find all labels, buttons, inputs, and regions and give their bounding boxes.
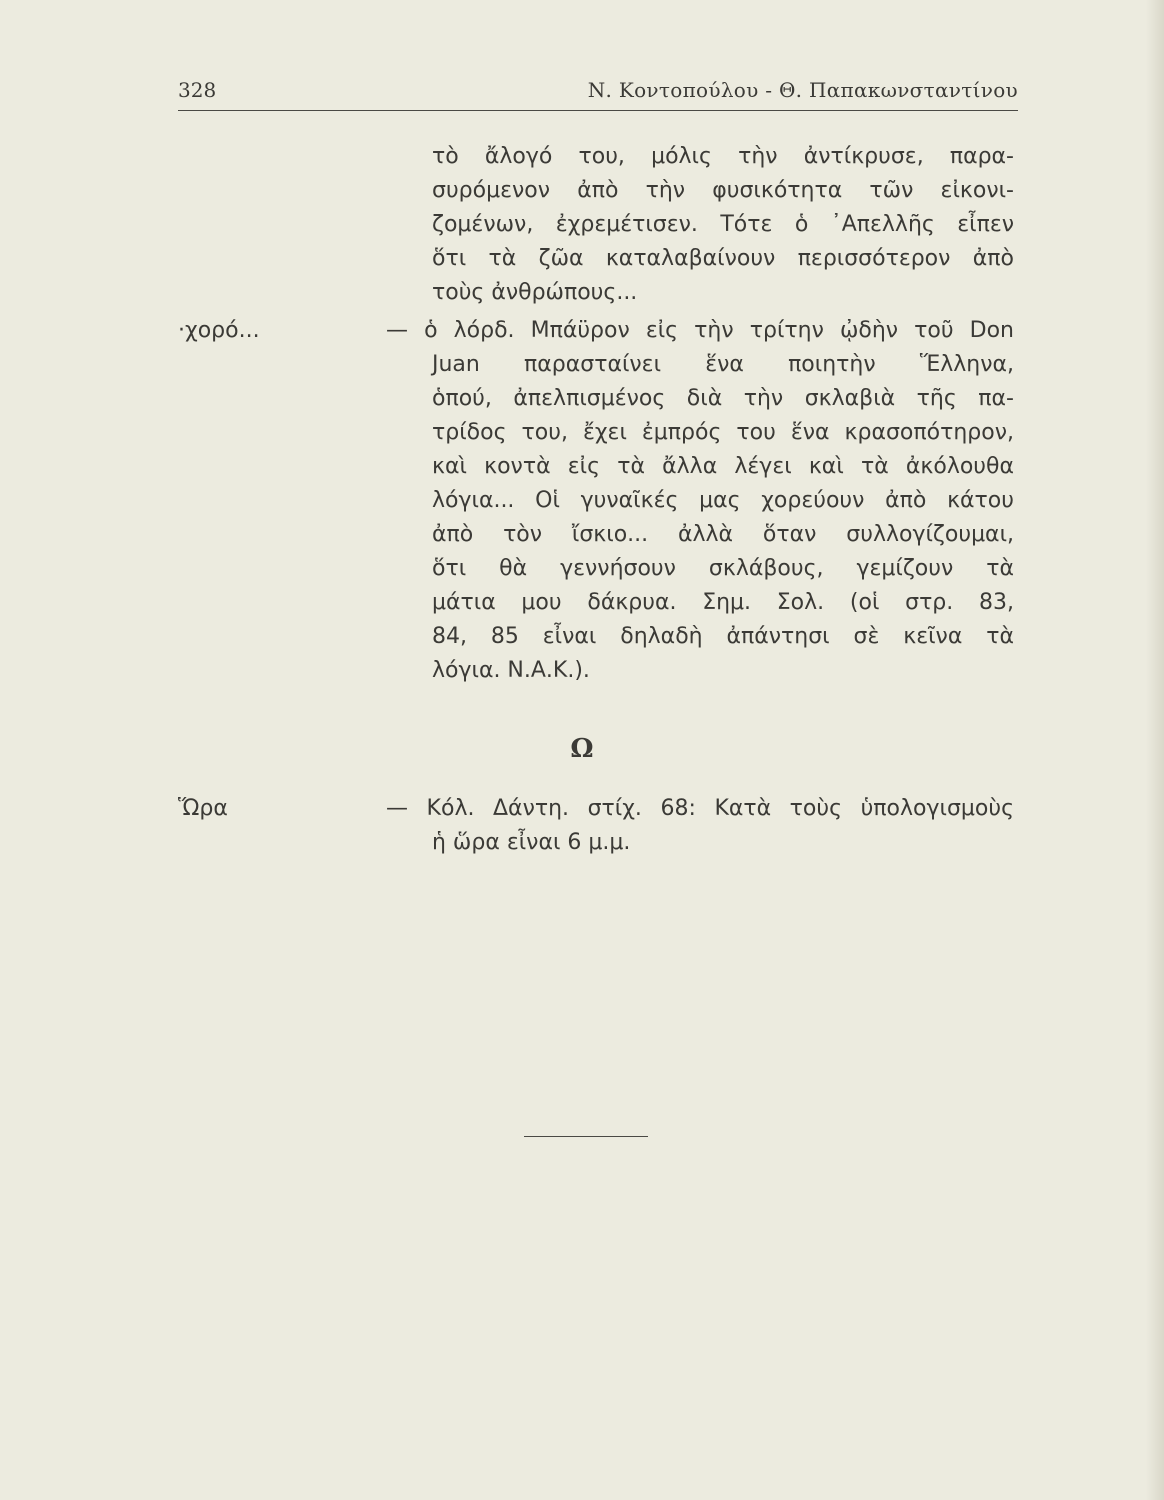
text-line: Juan παρασταίνει ἕνα ποιητὴν Ἕλληνα, xyxy=(432,352,1014,377)
text-line: — Κόλ. Δάντη. στίχ. 68: Κατὰ τοὺς ὑπολογισμοὺς xyxy=(386,796,1014,821)
text-line: καὶ κοντὰ εἰς τὰ ἄλλα λέγει καὶ τὰ ἀκόλουθα xyxy=(432,454,1014,479)
text-line: μάτια μου δάκρυα. Σημ. Σολ. (οἱ στρ. 83, xyxy=(432,590,1014,615)
margin-term-xoro: ·χορό... xyxy=(178,318,260,343)
text-line: ἀπὸ τὸν ἴσκιο... ἀλλὰ ὅταν συλλογίζουμαι, xyxy=(432,522,1014,547)
text-line: ἡ ὥρα εἶναι 6 μ.μ. xyxy=(432,830,631,855)
text-line: τοὺς ἀνθρώπους... xyxy=(432,280,638,305)
section-heading-omega: Ω xyxy=(570,734,594,764)
text-line: λόγια... Οἱ γυναῖκές μας χορεύουν ἀπὸ κάτου xyxy=(432,488,1014,513)
text-line: τὸ ἄλογό του, μόλις τὴν ἀντίκρυσε, παρα- xyxy=(432,144,1014,169)
text-line: ὅτι θὰ γεννήσουν σκλάβους, γεμίζουν τὰ xyxy=(432,556,1014,581)
text-line: 84, 85 εἶναι δηλαδὴ ἀπάντησι σὲ κεῖνα τὰ xyxy=(432,624,1014,649)
text-line: ζομένων, ἐχρεμέτισεν. Τότε ὁ ᾿Απελλῆς εἶπεν xyxy=(432,212,1014,237)
running-head xyxy=(178,76,1018,111)
text-line: ὁπού, ἀπελπισμένος διὰ τὴν σκλαβιὰ τῆς πα- xyxy=(432,386,1014,411)
header-title: Ν. Κοντοπούλου - Θ. Παπακωνσταντίνου xyxy=(587,78,1018,102)
text-line: συρόμενον ἀπὸ τὴν φυσικότητα τῶν εἰκονι- xyxy=(432,178,1014,203)
text-line: τρίδος του, ἔχει ἐμπρός του ἕνα κρασοπότηρον, xyxy=(432,420,1014,445)
text-line: ὅτι τὰ ζῶα καταλαβαίνουν περισσότερον ἀπὸ xyxy=(432,246,1014,271)
paragraph-continuation xyxy=(432,140,1014,310)
margin-term-ora: Ὥρα xyxy=(178,796,228,821)
text-line: — ὁ λόρδ. Μπάϋρον εἰς τὴν τρίτην ᾠδὴν τοῦ Don xyxy=(386,318,1014,343)
paragraph-xoro xyxy=(386,314,1014,688)
text-line: λόγια. Ν.Α.Κ.). xyxy=(432,658,590,683)
page-number: 328 xyxy=(178,78,217,102)
end-rule xyxy=(524,1136,648,1137)
paragraph-ora xyxy=(386,792,1014,860)
